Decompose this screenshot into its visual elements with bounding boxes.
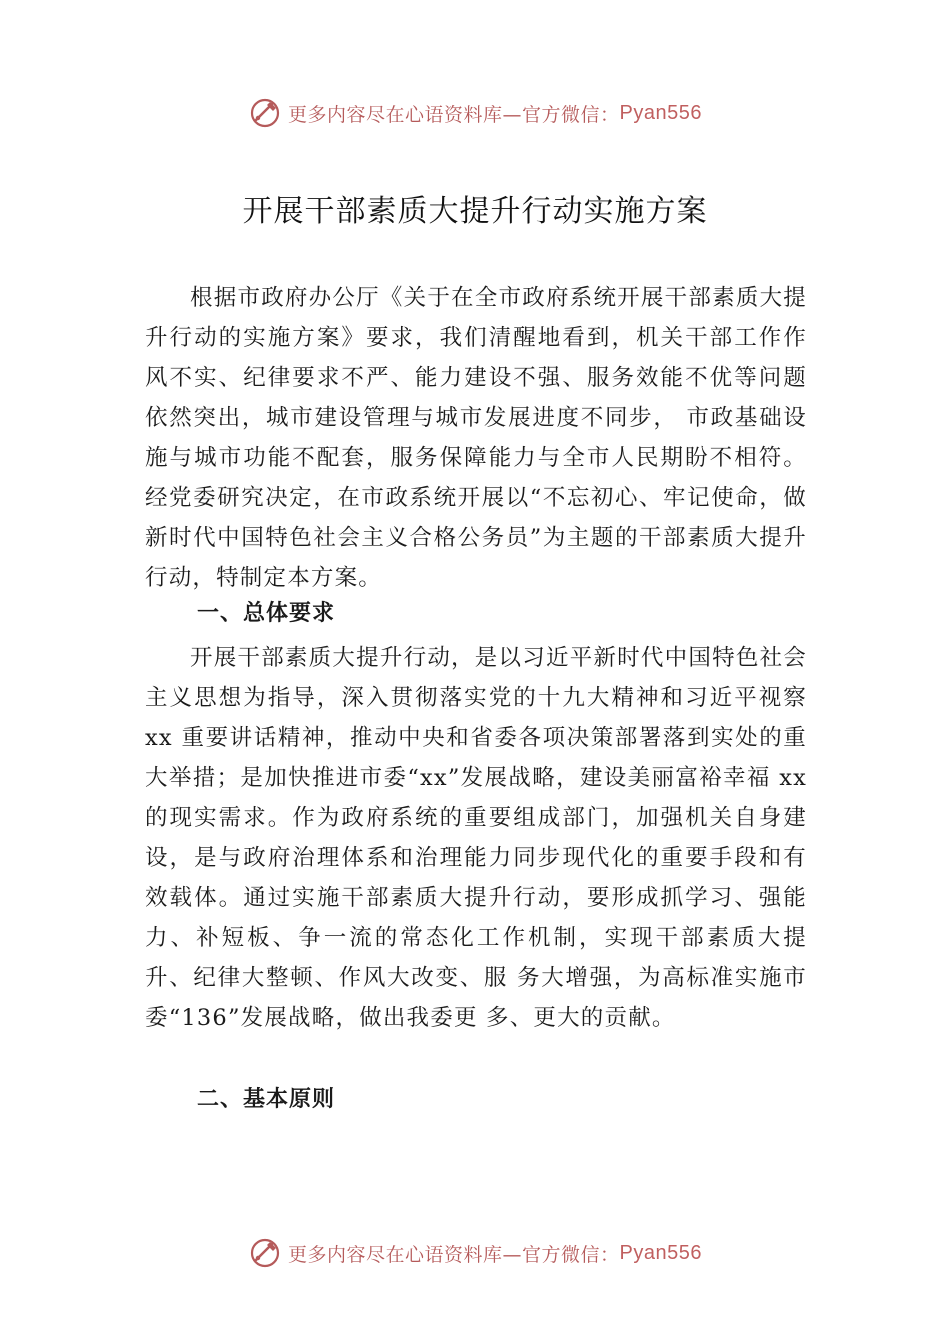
section-heading-general-requirements: 一、总体要求 (197, 601, 336, 626)
document-title: 开展干部素质大提升行动实施方案 (242, 194, 708, 229)
wechat-id: Pyan556 (619, 1241, 702, 1264)
watermark-footer (0, 1236, 950, 1270)
wechat-id: Pyan556 (619, 101, 702, 124)
brush-logo-icon (248, 96, 282, 130)
watermark-header (0, 96, 950, 130)
body-section-general (145, 638, 807, 1038)
paragraph-general-requirements: 开展干部素质大提升行动，是以习近平新时代中国特色社会主义思想为指导，深入贯彻落实党的十九大精神和习近平视察 xx 重要讲话精神，推动中央和省委各项决策部署落到实处的重大举措；是加快推进市委“xx”发展战略，建设美丽富裕幸福 xx 的现实需求。作为政府系统的重要组成部门，加强机关自身建设，是与政府治理体系和治理能力同步现代化的重要手段和有效载体。通过实施干部素质大提升行动，要形成抓学习、强能力、补短板、争一流的常态化工作机制，实现干部素质大提升、纪律大整顿、作风大改变、服 务大增强，为高标准实施市委“136”发展战略，做出我委更 多、更大的贡献。 (145, 645, 807, 1031)
watermark-text: 更多内容尽在心语资料库—官方微信： (288, 103, 620, 126)
body-section-intro (145, 278, 807, 598)
section-heading-basic-principles: 二、基本原则 (197, 1087, 336, 1112)
watermark-text: 更多内容尽在心语资料库—官方微信： (288, 1243, 620, 1266)
brush-logo-icon (248, 1236, 282, 1270)
paragraph-intro: 根据市政府办公厅《关于在全市政府系统开展干部素质大提升行动的实施方案》要求，我们清醒地看到，机关干部工作作风不实、纪律要求不严、能力建设不强、服务效能不优等问题依然突出，城市建设管理与城市发展进度不同步， 市政基础设施与城市功能不配套，服务保障能力与全市人民期盼不相符。经党委研究决定，在市政系统开展以“不忘初心、牢记使命，做新时代中国特色社会主义合格公务员”为主题的干部素质大提升行动，特制定本方案。 (145, 285, 807, 591)
